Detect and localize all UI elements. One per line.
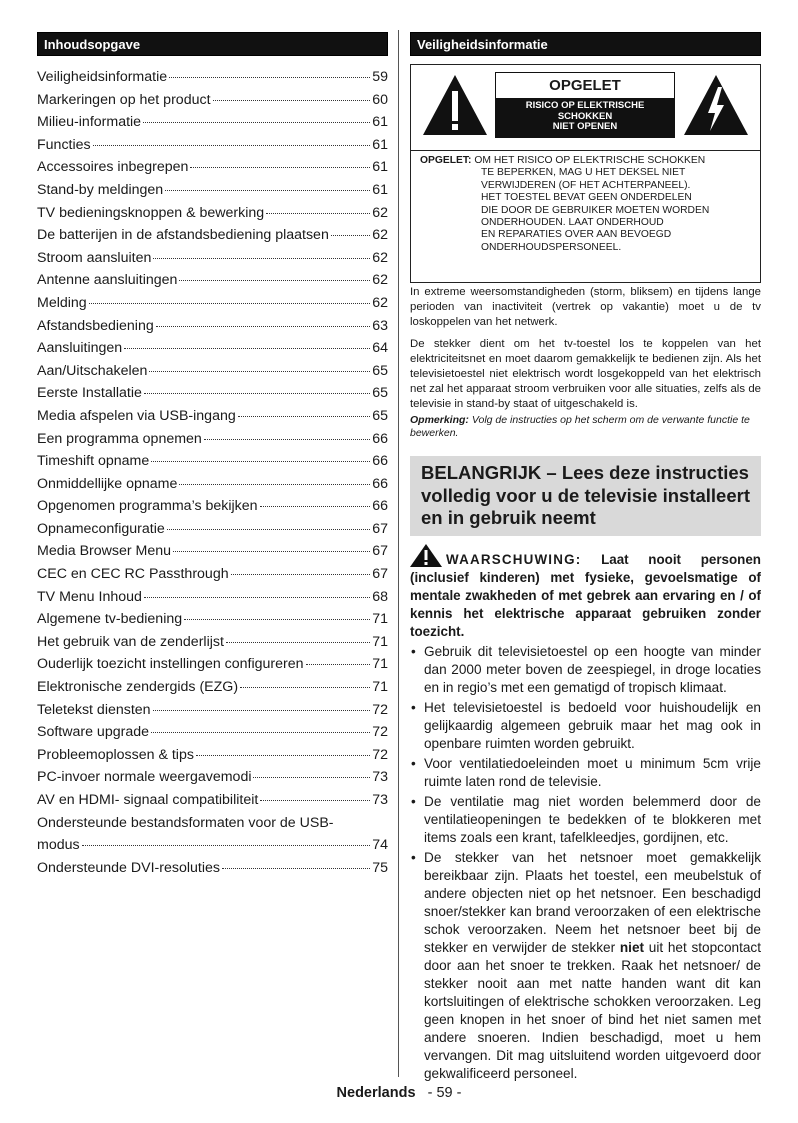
toc-entry-title: Aan/Uitschakelen — [37, 362, 148, 379]
toc-dot-leader — [151, 461, 370, 462]
toc-entry[interactable] — [37, 156, 388, 179]
toc-entry-title: Functies — [37, 136, 91, 153]
toc-dot-leader — [156, 326, 370, 327]
toc-entry-title: Het gebruik van de zenderlijst — [37, 633, 224, 650]
toc-entry[interactable] — [37, 789, 388, 812]
toc-dot-leader — [151, 732, 370, 733]
toc-entry-page: 65 — [372, 362, 388, 379]
toc-entry[interactable] — [37, 495, 388, 518]
toc-dot-leader — [179, 280, 370, 281]
caution-graphic — [411, 65, 760, 151]
toc-entry-title: Opgenomen programma’s bekijken — [37, 498, 258, 515]
toc-entry-title: De batterijen in de afstandsbediening plaatsen — [37, 227, 329, 244]
warning-icon — [410, 544, 442, 567]
toc-entry-page: 67 — [372, 566, 388, 583]
footer-language: Nederlands — [336, 1085, 416, 1101]
toc-entry-title: Accessoires inbegrepen — [37, 159, 189, 176]
toc-dot-leader — [153, 710, 371, 711]
caution-sub-line: NIET OPENEN — [552, 121, 618, 132]
toc-entry[interactable] — [37, 66, 388, 89]
toc-entry[interactable] — [37, 179, 388, 202]
toc-entry-title: Milieu-informatie — [37, 114, 142, 131]
toc-dot-leader — [143, 122, 370, 123]
list-item-text: De stekker van het netsnoer moet gemakkelijk bereikbaar zijn. Plaats het toestel, een meubelstuk of andere objecten niet op het netsnoer. Een beschadigd snoer/stekker kan brand veroorzaken of een elektrische schok veroorzaken. Neem het netsnoer beet bij de stekker en verwijder de stekker — [424, 849, 761, 955]
toc-entry[interactable] — [37, 269, 388, 292]
toc-dot-leader — [231, 574, 371, 575]
toc-entry-title-cont: modus — [37, 837, 80, 854]
toc-entry-page: 65 — [372, 407, 388, 424]
toc-entry-title: Stroom aansluiten — [37, 249, 152, 266]
toc-entry-page: 73 — [372, 769, 388, 786]
toc-entry-title: Algemene tv-bediening — [37, 611, 183, 628]
toc-entry[interactable] — [37, 540, 388, 563]
toc-entry-title: Markeringen op het product — [37, 91, 211, 108]
toc-entry[interactable] — [37, 699, 388, 722]
toc-entry-title: Media afspelen via USB-ingang — [37, 407, 236, 424]
toc-entry-title: Probleemoplossen & tips — [37, 746, 194, 763]
toc-entry-title: Ondersteunde DVI-resoluties — [37, 859, 220, 876]
toc-entry[interactable] — [37, 812, 388, 857]
toc-entry[interactable] — [37, 292, 388, 315]
toc-entry[interactable] — [37, 721, 388, 744]
toc-entry[interactable] — [37, 676, 388, 699]
toc-entry-title: AV en HDMI- signaal compatibiliteit — [37, 792, 259, 808]
toc-entry-title: CEC en CEC RC Passthrough — [37, 566, 229, 583]
toc-entry-page: 62 — [372, 294, 388, 311]
toc-dot-leader — [179, 484, 370, 485]
toc-entry-title: Antenne aansluitingen — [37, 272, 178, 289]
caution-sub-line: SCHOKKEN — [557, 110, 613, 122]
toc-dot-leader — [226, 642, 370, 643]
note-label: Opmerking: — [410, 413, 469, 426]
toc-entry-page: 71 — [372, 679, 388, 696]
toc-entry[interactable] — [37, 405, 388, 428]
toc-entry[interactable] — [37, 382, 388, 405]
toc-entry-page: 66 — [372, 498, 388, 515]
toc-dot-leader — [266, 213, 370, 214]
plug-paragraph: De stekker dient om het tv-toestel los te koppelen van het elektriciteitsnet en moet daarom gemakkelijk te bedienen zijn. Als het televisietoestel niet elektrisch wordt losgekoppeld van het elektrisch net zal het apparaat stroom verbruiken voor alle situaties, zelfs als de televisie in stand-by staat of uitgeschakeld is. — [410, 337, 761, 411]
list-item: • Het televisietoestel is bedoeld voor huishoudelijk en gelijkaardig algemeen gebruik maar het mag ook in openbare ruimten worden gebruikt. — [410, 699, 761, 753]
toc-entry-title: Veiligheidsinformatie — [37, 69, 168, 85]
toc-entry-title: Eerste Installatie — [37, 385, 142, 402]
toc-entry-title: Melding — [37, 294, 87, 311]
toc-entry-title: Opnameconfiguratie — [37, 520, 165, 537]
toc-dot-leader — [260, 506, 371, 507]
toc-dot-leader — [82, 845, 371, 846]
caution-text-line: ONDERHOUDSPERSONEEL. — [481, 241, 622, 253]
warning-triangle-icon — [421, 73, 489, 137]
toc-entry-page: 73 — [372, 792, 388, 808]
caution-text-label: OPGELET: — [420, 155, 472, 166]
toc-entry-title: PC-invoer normale weergavemodi — [37, 769, 252, 786]
toc-entry-title: Afstandsbediening — [37, 317, 154, 334]
toc-dot-leader — [149, 371, 370, 372]
toc-dot-leader — [204, 439, 370, 440]
caution-sub-line: RISICO OP ELEKTRISCHE — [525, 100, 645, 111]
list-item — [410, 849, 761, 1083]
list-item: • Gebruik dit televisietoestel op een hoogte van minder dan 2000 meter boven de zeespiegel, in droge locaties en in regio’s met een gematigd of tropisch klimaat. — [410, 643, 761, 697]
toc-entry-page: 60 — [372, 91, 388, 108]
toc-entry-page: 63 — [372, 317, 388, 334]
toc-entry-page: 64 — [372, 340, 388, 357]
toc-entry[interactable] — [37, 857, 388, 880]
toc-entry-page: 75 — [372, 859, 388, 876]
list-item-emphasis: niet — [619, 939, 645, 955]
toc-entry[interactable] — [37, 224, 388, 247]
toc-entry[interactable] — [37, 766, 388, 789]
warning-text: Laat nooit personen (inclusief kinderen) met fysieke, gevoelsmatige of mentale zwakheden of met gebrek aan ervaring en / of kennis het elektrische apparaat gebruiken zonder toezicht. — [410, 551, 761, 639]
toc-entry-title: Teletekst diensten — [37, 701, 151, 718]
toc-dot-leader — [222, 868, 370, 869]
caution-text-line: HET TOESTEL BEVAT GEEN ONDERDELEN — [481, 192, 692, 204]
toc-entry-page: 67 — [372, 543, 388, 560]
toc-entry-title: TV Menu Inhoud — [37, 588, 142, 605]
toc-entry-page: 68 — [372, 588, 388, 605]
toc-dot-leader — [144, 597, 370, 598]
toc-dot-leader — [190, 167, 370, 168]
toc-dot-leader — [213, 100, 371, 101]
caution-text-line: TE BEPERKEN, MAG U HET DEKSEL NIET — [481, 167, 686, 179]
toc-dot-leader — [184, 619, 370, 620]
toc-entry[interactable] — [37, 653, 388, 676]
caution-text-line: EN REPARATIES OVER AAN BEVOEGD — [481, 229, 672, 241]
toc-dot-leader — [173, 551, 370, 552]
toc-entry-page: 61 — [372, 181, 388, 198]
high-voltage-icon — [682, 73, 750, 137]
toc-entry[interactable] — [37, 608, 388, 631]
toc-entry-page: 66 — [372, 475, 388, 492]
toc-entry-page: 62 — [372, 227, 388, 244]
toc-entry[interactable] — [37, 111, 388, 134]
toc-entry-page: 61 — [372, 159, 388, 176]
toc-header: Inhoudsopgave — [37, 32, 388, 56]
toc-entry[interactable] — [37, 631, 388, 654]
toc-dot-leader — [144, 393, 370, 394]
toc-dot-leader — [240, 687, 370, 688]
toc-entry[interactable] — [37, 337, 388, 360]
toc-entry-page: 65 — [372, 385, 388, 402]
toc-entry-page: 72 — [372, 701, 388, 718]
safety-header: Veiligheidsinformatie — [410, 32, 761, 56]
caution-text-line: DIE DOOR DE GEBRUIKER MOETEN WORDEN — [481, 204, 710, 216]
toc-entry-title: Ouderlijk toezicht instellingen configureren — [37, 656, 304, 673]
toc-entry-page: 67 — [372, 520, 388, 537]
toc-entry-title: Elektronische zendergids (EZG) — [37, 679, 239, 696]
list-item: • De ventilatie mag niet worden belemmerd door de ventilatieopeningen te bedekken of te blokkeren met items zoals een krant, tafelkleedjes, gordijnen, etc. — [410, 793, 761, 847]
toc-dot-leader — [93, 145, 371, 146]
toc-entry[interactable] — [37, 134, 388, 157]
toc-entry-page: 71 — [372, 611, 388, 628]
toc-dot-leader — [124, 348, 370, 349]
toc-entry-page: 62 — [372, 204, 388, 221]
toc-entry-page: 72 — [372, 746, 388, 763]
toc-entry[interactable] — [37, 247, 388, 270]
toc-entry[interactable] — [37, 586, 388, 609]
toc-entry-title: Ondersteunde bestandsformaten voor de USB- — [37, 814, 334, 831]
toc-entry-page: 61 — [372, 136, 388, 153]
important-heading: BELANGRIJK – Lees deze instructies volledig voor u de televisie installeert en in gebruik neemt — [410, 456, 761, 536]
toc-entry[interactable] — [37, 202, 388, 225]
toc-entry[interactable] — [37, 315, 388, 338]
warning-label: WAARSCHUWING: — [446, 551, 582, 567]
toc-entry[interactable] — [37, 473, 388, 496]
toc-entry-title: Een programma opnemen — [37, 430, 202, 447]
toc-dot-leader — [167, 529, 370, 530]
toc-dot-leader — [169, 77, 370, 78]
toc-dot-leader — [196, 755, 370, 756]
toc-entry-page: 59 — [372, 69, 388, 85]
note-paragraph — [410, 414, 761, 440]
toc-entry-page: 66 — [372, 453, 388, 470]
toc-entry[interactable] — [37, 563, 388, 586]
toc-entry[interactable] — [37, 518, 388, 541]
toc-entry-page: 71 — [372, 633, 388, 650]
caution-box — [410, 64, 761, 283]
toc-entry-title: Timeshift opname — [37, 453, 150, 470]
column-divider — [398, 30, 399, 1077]
list-item-text: uit het stopcontact door aan het snoer te trekken. Raak het netsnoer/ de stekker nooit aan met natte handen want dit kan kortsluitingen of elektrische schokken veroorzaken. Leg geen knopen in het snoer of bind het niet samen met andere snoeren. Indien beschadigd, moet u hem vervangen. Dit mag uitsluitend worden uitgevoerd door gekwalificeerd personeel. — [424, 939, 761, 1081]
toc-entry-title: TV bedieningsknoppen & bewerking — [37, 204, 265, 221]
note-text: Volg de instructies op het scherm om de verwante functie te bewerken. — [410, 413, 750, 439]
toc-dot-leader — [153, 258, 370, 259]
caution-text-line: ONDERHOUDEN. LAAT ONDERHOUD — [481, 217, 664, 229]
caution-subtitle — [496, 98, 674, 137]
toc-entry[interactable] — [37, 89, 388, 112]
toc-dot-leader — [253, 777, 370, 778]
caution-text — [411, 151, 760, 254]
toc-dot-leader — [331, 235, 370, 236]
page-number: - 59 - — [427, 1085, 462, 1101]
toc-dot-leader — [165, 190, 370, 191]
toc-entry-page: 61 — [372, 114, 388, 131]
caution-title: OPGELET — [496, 73, 674, 98]
safety-bullets — [410, 643, 761, 1083]
toc-entry-title: Onmiddellijke opname — [37, 475, 178, 492]
caution-text-line: VERWIJDEREN (OF HET ACHTERPANEEL). — [481, 179, 691, 191]
warning-paragraph — [410, 544, 761, 641]
toc-entry-page: 72 — [372, 724, 388, 741]
toc-entry-page: 62 — [372, 249, 388, 266]
toc-column — [37, 32, 388, 879]
list-item: • Voor ventilatiedoeleinden moet u minimum 5cm vrije ruimte laten rond de televisie. — [410, 755, 761, 791]
toc-entry-page: 74 — [372, 837, 388, 854]
toc-entry-title: Stand-by meldingen — [37, 181, 164, 198]
toc-dot-leader — [89, 303, 371, 304]
toc-entry[interactable] — [37, 428, 388, 451]
safety-column — [410, 32, 761, 1085]
toc-entry[interactable] — [37, 450, 388, 473]
toc-entry-title: Aansluitingen — [37, 340, 123, 357]
caution-label — [495, 72, 675, 138]
toc-entry-page: 71 — [372, 656, 388, 673]
toc-dot-leader — [306, 664, 371, 665]
toc-dot-leader — [238, 416, 370, 417]
toc-list — [37, 66, 388, 879]
toc-dot-leader — [260, 800, 370, 801]
toc-entry-page: 66 — [372, 430, 388, 447]
weather-paragraph: In extreme weersomstandigheden (storm, bliksem) en tijdens lange perioden van inactiviteit (vertrek op vakantie) moet u de tv loskoppelen van het netwerk. — [410, 286, 761, 329]
caution-text-line: OM HET RISICO OP ELEKTRISCHE SCHOKKEN — [474, 155, 706, 166]
toc-entry-title: Media Browser Menu — [37, 543, 172, 560]
toc-entry-title: Software upgrade — [37, 724, 149, 741]
toc-entry-page: 62 — [372, 272, 388, 289]
toc-entry[interactable] — [37, 744, 388, 767]
page-footer — [0, 1085, 798, 1101]
toc-entry[interactable] — [37, 360, 388, 383]
